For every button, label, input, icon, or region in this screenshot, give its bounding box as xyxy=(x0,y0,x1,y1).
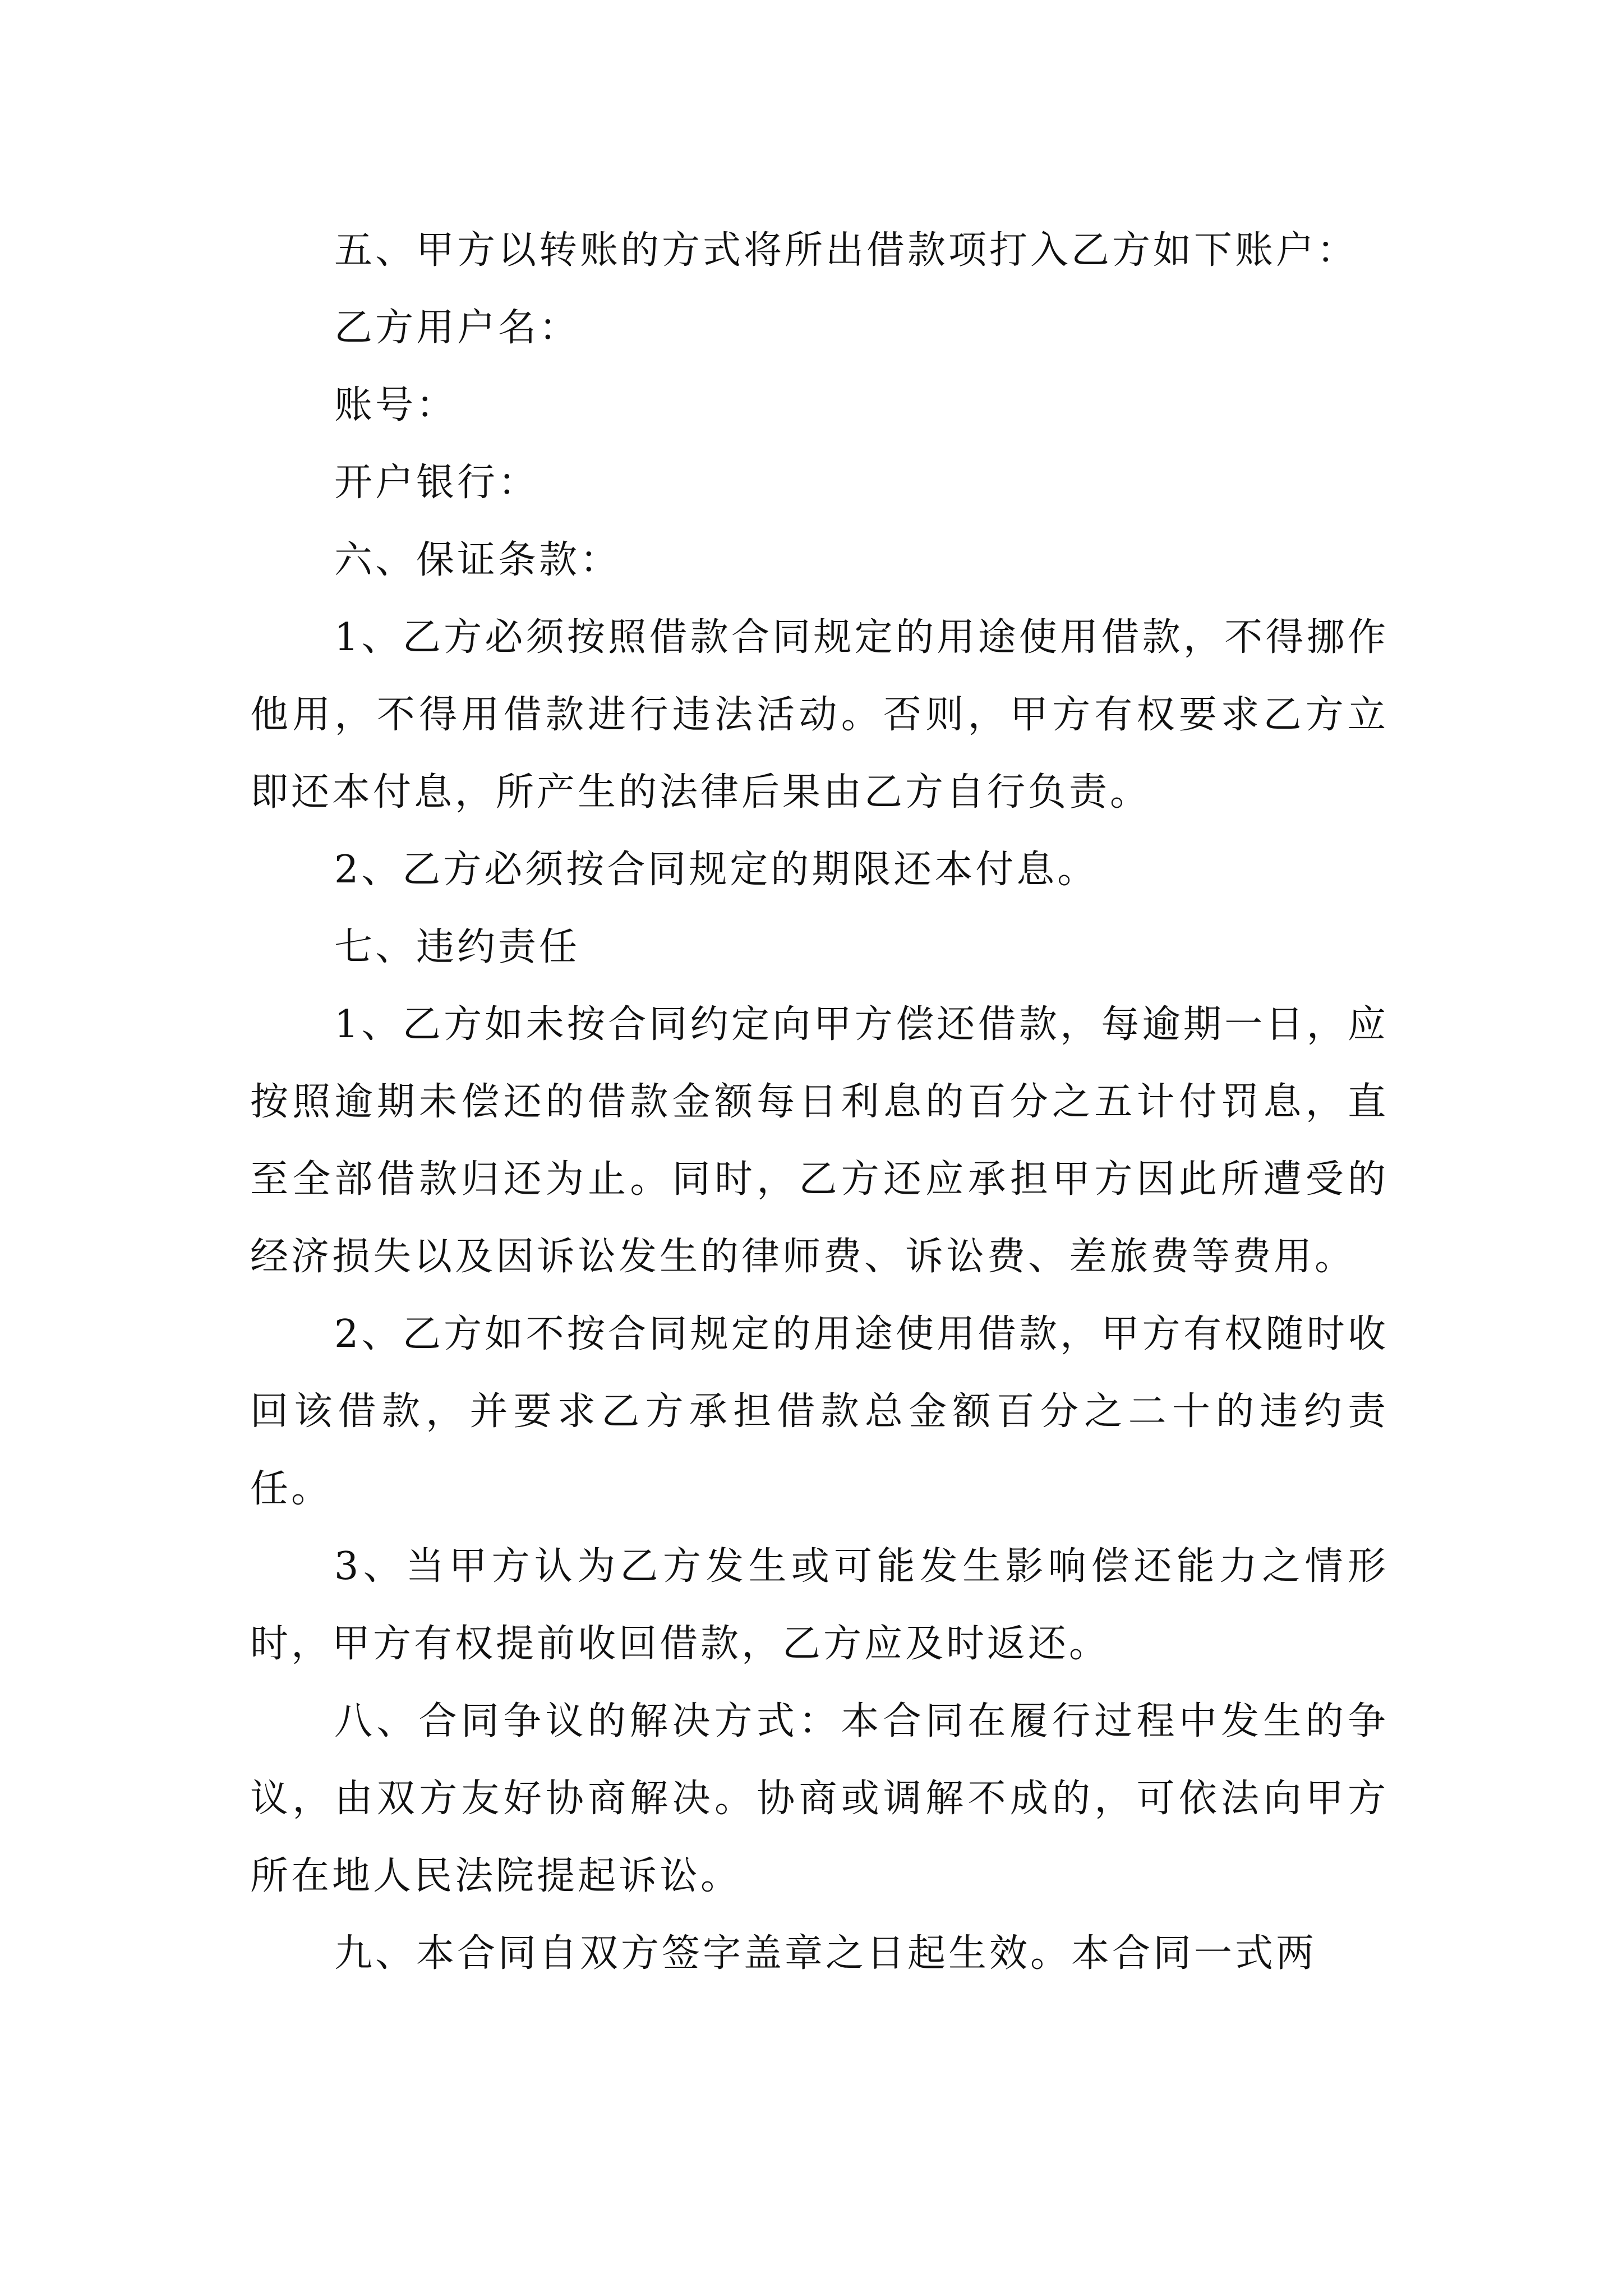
bank-line: 开户银行： xyxy=(334,461,540,505)
clause-5-transfer: 五、甲方以转账的方式将所出借款项打入乙方如下账户： xyxy=(334,228,1358,273)
clause-7-item-2: 2、乙方如不按合同规定的用途使用借款，甲方有权随时收回该借款，并要求乙方承担借款总金额百分之二十的违约责任。 xyxy=(250,1312,1389,1511)
clause-7-heading: 七、违约责任 xyxy=(334,925,580,969)
clause-7-item-3: 3、当甲方认为乙方发生或可能发生影响偿还能力之情形时，甲方有权提前收回借款，乙方应及时返还。 xyxy=(250,1544,1389,1666)
account-name-line: 乙方用户名： xyxy=(334,306,580,350)
document-body xyxy=(250,212,1389,1993)
clause-6-item-1: 1、乙方必须按照借款合同规定的用途使用借款，不得挪作他用，不得用借款进行违法活动。否则，甲方有权要求乙方立即还本付息，所产生的法律后果由乙方自行负责。 xyxy=(250,615,1389,815)
clause-6-heading: 六、保证条款： xyxy=(334,538,621,582)
clause-6-item-2: 2、乙方必须按合同规定的期限还本付息。 xyxy=(334,848,1099,892)
clause-7-item-1: 1、乙方如未按合同约定向甲方偿还借款，每逾期一日，应按照逾期未偿还的借款金额每日利息的百分之五计付罚息，直至全部借款归还为止。同时，乙方还应承担甲方因此所遭受的经济损失以及因诉讼发生的律师费、诉讼费、差旅费等费用。 xyxy=(250,1002,1389,1279)
clause-9-effective: 九、本合同自双方签字盖章之日起生效。本合同一式两 xyxy=(334,1931,1317,1976)
account-number-line: 账号： xyxy=(334,383,458,427)
clause-8-dispute: 八、合同争议的解决方式：本合同在履行过程中发生的争议，由双方友好协商解决。协商或调解不成的，可依法向甲方所在地人民法院提起诉讼。 xyxy=(250,1699,1389,1898)
